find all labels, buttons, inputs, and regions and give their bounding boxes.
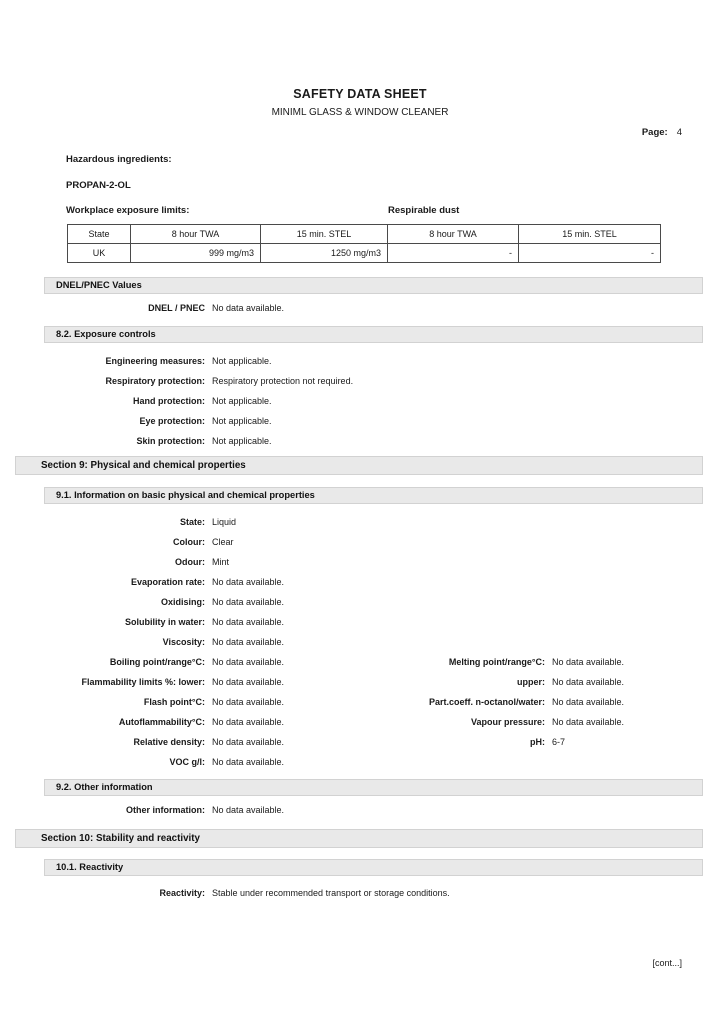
exposure-row: [0, 416, 720, 428]
property-row-double: [0, 737, 720, 749]
row-label-right: Vapour pressure:: [470, 717, 545, 727]
row-value: Clear: [212, 537, 234, 547]
exposure-row: [0, 356, 720, 368]
row-value: No data available.: [212, 757, 285, 767]
section-10-bar: Section 10: Stability and reactivity: [15, 829, 703, 848]
exposure-row: [0, 376, 720, 388]
row-label: Flammability limits %: lower:: [81, 677, 205, 687]
dnel-pnec-bar: DNEL/PNEC Values: [44, 277, 703, 294]
cell-twa-1: 999 mg/m3: [131, 244, 261, 263]
substance-name: PROPAN-2-OL: [66, 180, 131, 191]
row-label: Relative density:: [133, 737, 205, 747]
section-10-1-bar: 10.1. Reactivity: [44, 859, 703, 876]
property-row-double: [0, 677, 720, 689]
row-label: Viscosity:: [162, 637, 205, 647]
table-header-row: [68, 225, 661, 244]
row-value: Stable under recommended transport or storage conditions.: [212, 888, 450, 898]
section-9-2-bar: 9.2. Other information: [44, 779, 703, 796]
row-label: Autoflammability°C:: [118, 717, 205, 727]
row-value: No data available.: [212, 717, 285, 727]
col-header-twa-2: 8 hour TWA: [388, 225, 519, 244]
section-9-bar: Section 9: Physical and chemical properties: [15, 456, 703, 475]
row-value: Not applicable.: [212, 416, 272, 426]
property-row: [0, 617, 720, 629]
row-label: Engineering measures:: [105, 356, 205, 366]
cell-state: UK: [68, 244, 131, 263]
row-label: Hand protection:: [133, 396, 205, 406]
row-label: Other information:: [126, 805, 205, 815]
row-value: Not applicable.: [212, 356, 272, 366]
other-information-row: [0, 805, 720, 817]
property-row-double: [0, 657, 720, 669]
property-row: [0, 757, 720, 769]
property-row: [0, 557, 720, 569]
hazardous-ingredients-heading: Hazardous ingredients:: [66, 154, 172, 165]
row-value: No data available.: [212, 657, 285, 667]
row-value-right: No data available.: [552, 717, 625, 727]
col-header-state: State: [68, 225, 131, 244]
row-value: Liquid: [212, 517, 237, 527]
row-value-right: 6-7: [552, 737, 566, 747]
exposure-limits-table: [67, 224, 661, 263]
section-8-2-bar: 8.2. Exposure controls: [44, 326, 703, 343]
row-value-right: No data available.: [552, 697, 625, 707]
row-value: Respiratory protection not required.: [212, 376, 354, 386]
property-row: [0, 637, 720, 649]
table-row: [68, 244, 661, 263]
page-number-label: Page:: [641, 127, 668, 138]
row-value: No data available.: [212, 697, 285, 707]
cell-stel-2: -: [519, 244, 661, 263]
row-label-right: pH:: [530, 737, 545, 747]
row-value: No data available.: [212, 677, 285, 687]
row-label: VOC g/l:: [169, 757, 205, 767]
row-label: Boiling point/range°C:: [109, 657, 205, 667]
property-row: [0, 517, 720, 529]
cell-twa-2: -: [388, 244, 519, 263]
workplace-exposure-caption: Workplace exposure limits:: [66, 205, 190, 216]
col-header-twa-1: 8 hour TWA: [131, 225, 261, 244]
property-row-double: [0, 697, 720, 709]
row-label-right: upper:: [517, 677, 545, 687]
row-value-right: No data available.: [552, 677, 625, 687]
exposure-row: [0, 396, 720, 408]
row-label: Reactivity:: [159, 888, 205, 898]
property-row: [0, 537, 720, 549]
property-row: [0, 577, 720, 589]
row-label: Skin protection:: [136, 436, 205, 446]
exposure-row: [0, 436, 720, 448]
row-value: No data available.: [212, 805, 285, 815]
row-label: Evaporation rate:: [130, 577, 205, 587]
row-value: No data available.: [212, 637, 285, 647]
row-label: Respiratory protection:: [105, 376, 205, 386]
row-label: State:: [179, 517, 205, 527]
page-number-value: 4: [676, 127, 682, 138]
col-header-stel-2: 15 min. STEL: [519, 225, 661, 244]
row-label: Eye protection:: [139, 416, 205, 426]
continued-marker: [cont...]: [652, 958, 682, 968]
col-header-stel-1: 15 min. STEL: [261, 225, 388, 244]
property-row: [0, 597, 720, 609]
row-value: Mint: [212, 557, 230, 567]
row-label: Odour:: [175, 557, 205, 567]
row-value: No data available.: [212, 577, 285, 587]
row-label: Flash point°C:: [143, 697, 205, 707]
row-label-right: Part.coeff. n-octanol/water:: [428, 697, 545, 707]
row-value: Not applicable.: [212, 436, 272, 446]
row-value: No data available.: [212, 737, 285, 747]
cell-stel-1: 1250 mg/m3: [261, 244, 388, 263]
row-value-right: No data available.: [552, 657, 625, 667]
row-value: No data available.: [212, 597, 285, 607]
product-name: MINIML GLASS & WINDOW CLEANER: [271, 107, 449, 118]
section-9-1-bar: 9.1. Information on basic physical and chemical properties: [44, 487, 703, 504]
row-label: Oxidising:: [160, 597, 205, 607]
row-value: No data available.: [212, 617, 285, 627]
property-row-double: [0, 717, 720, 729]
dnel-row: [0, 303, 720, 315]
row-label: Colour:: [173, 537, 205, 547]
page-number: [642, 127, 682, 138]
row-label: Solubility in water:: [124, 617, 205, 627]
page-title: SAFETY DATA SHEET: [293, 87, 427, 101]
respirable-dust-caption: Respirable dust: [388, 205, 460, 216]
reactivity-row: [0, 888, 720, 900]
row-value: Not applicable.: [212, 396, 272, 406]
dnel-label: DNEL / PNEC: [148, 303, 205, 313]
row-label-right: Melting point/range°C:: [448, 657, 545, 667]
dnel-value: No data available.: [212, 303, 285, 313]
